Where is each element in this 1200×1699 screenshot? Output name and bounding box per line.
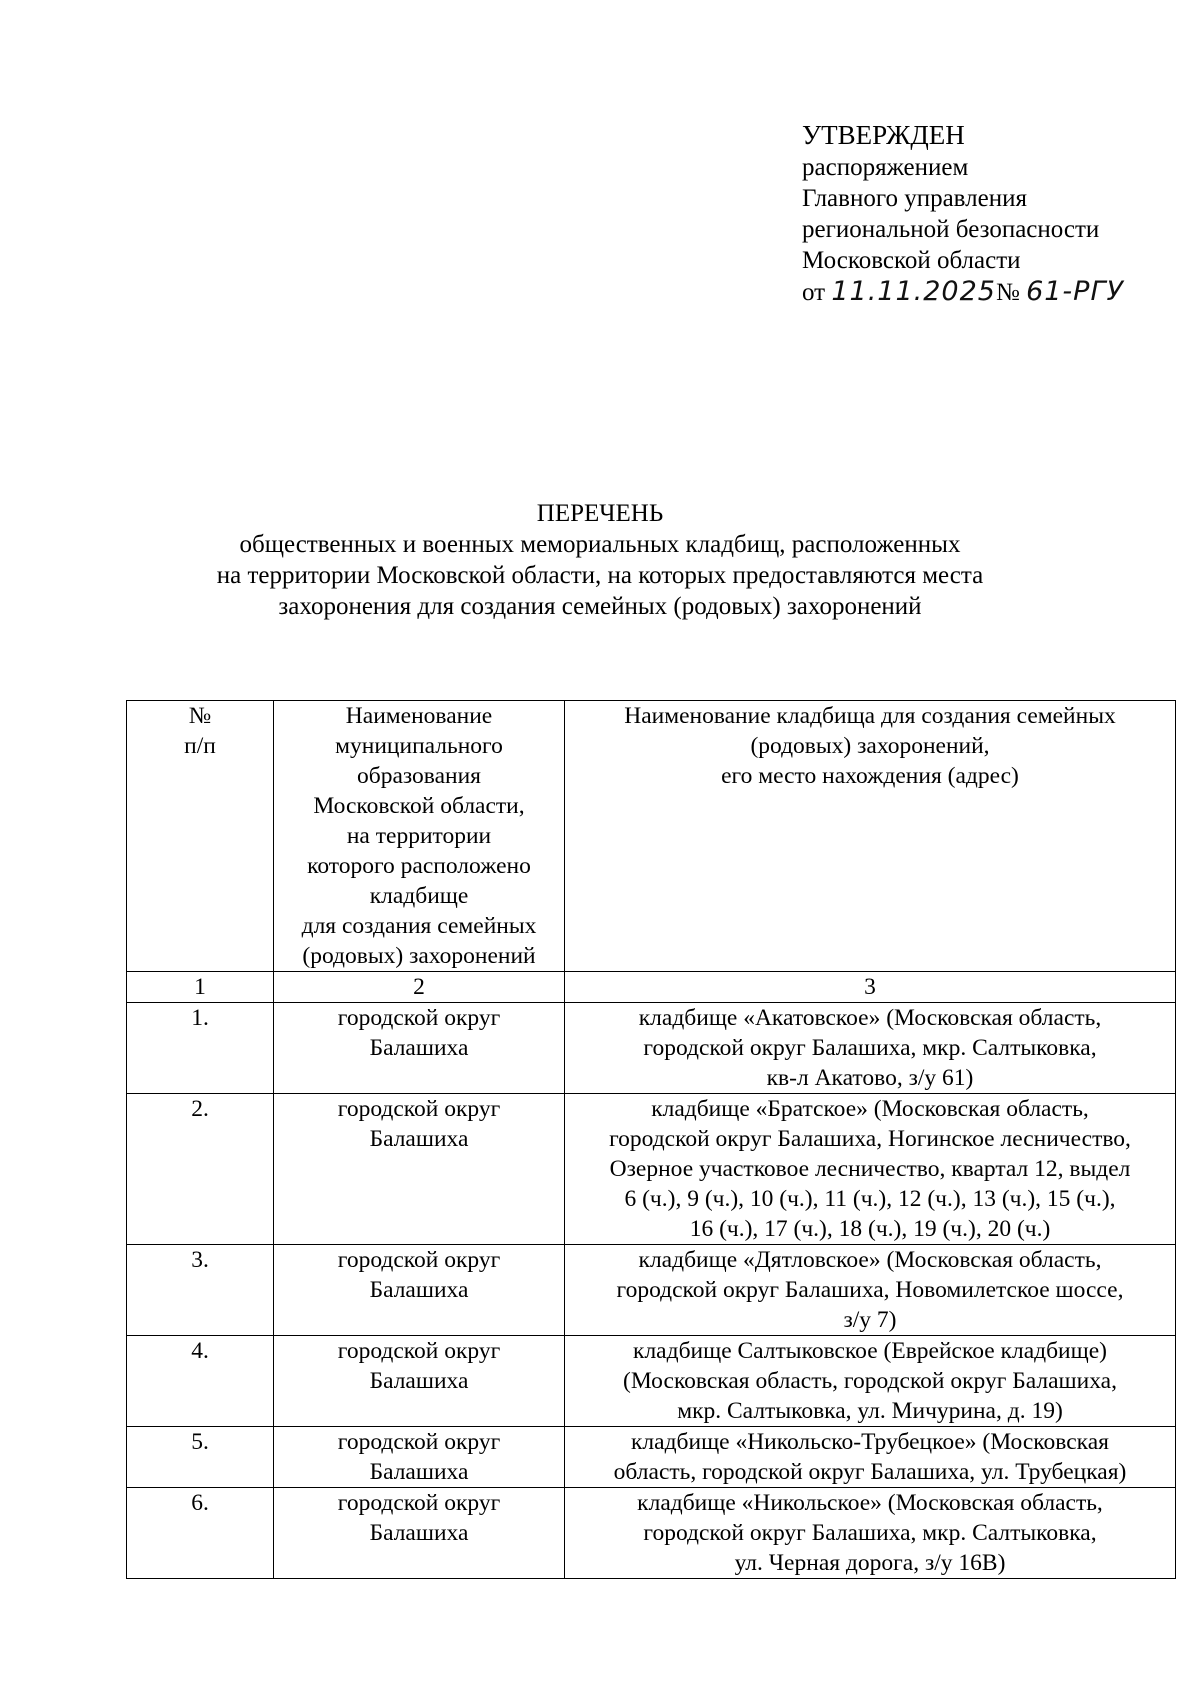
row-number: 2. bbox=[127, 1094, 274, 1245]
municipality-cell bbox=[274, 1245, 565, 1336]
cell-line: Балашиха bbox=[369, 1035, 469, 1061]
cell-line: городской округ Балашиха, Ногинское лесничество, bbox=[609, 1126, 1131, 1152]
cemetery-cell bbox=[565, 1336, 1176, 1427]
column-number-row bbox=[127, 972, 1176, 1003]
municipality-cell bbox=[274, 1094, 565, 1245]
cemetery-cell bbox=[565, 1427, 1176, 1488]
header-line: его место нахождения (адрес) bbox=[721, 763, 1019, 789]
title-line: общественных и военных мемориальных кладбищ, расположенных bbox=[239, 531, 961, 558]
municipality-cell bbox=[274, 1488, 565, 1579]
header-line: (родовых) захоронений bbox=[302, 943, 536, 969]
cell-line: городской округ bbox=[337, 1429, 501, 1455]
column-number: 2 bbox=[274, 972, 565, 1003]
table-row bbox=[127, 1245, 1176, 1336]
header-municipality bbox=[274, 701, 565, 972]
header-line: для создания семейных bbox=[301, 913, 537, 939]
header-line: муниципального bbox=[335, 733, 503, 759]
row-number: 4. bbox=[127, 1336, 274, 1427]
cemetery-cell bbox=[565, 1488, 1176, 1579]
table-row bbox=[127, 1336, 1176, 1427]
column-number: 3 bbox=[565, 972, 1176, 1003]
cell-line: (Московская область, городской округ Балашиха, bbox=[623, 1368, 1117, 1394]
cell-line: Балашиха bbox=[369, 1459, 469, 1485]
cell-line: городской округ bbox=[337, 1490, 501, 1516]
municipality-cell bbox=[274, 1003, 565, 1094]
cell-line: кладбище «Братское» (Московская область, bbox=[651, 1096, 1089, 1122]
cell-line: городской округ bbox=[337, 1247, 501, 1273]
row-number: 5. bbox=[127, 1427, 274, 1488]
cell-line: ул. Черная дорога, з/у 16В) bbox=[734, 1550, 1006, 1576]
header-line: на территории bbox=[346, 823, 492, 849]
cell-line: городской округ Балашиха, Новомилетское шоссе, bbox=[616, 1277, 1124, 1303]
approval-line: Московской области bbox=[802, 247, 1021, 274]
date-prefix: от bbox=[802, 279, 826, 306]
cell-line: кв-л Акатово, з/у 61) bbox=[766, 1065, 974, 1091]
municipality-cell bbox=[274, 1427, 565, 1488]
cell-line: Балашиха bbox=[369, 1520, 469, 1546]
handwritten-number: 61-РГУ bbox=[1026, 276, 1124, 307]
row-number: 1. bbox=[127, 1003, 274, 1094]
cell-line: 16 (ч.), 17 (ч.), 18 (ч.), 19 (ч.), 20 (ч.) bbox=[689, 1216, 1051, 1242]
row-number: 3. bbox=[127, 1245, 274, 1336]
approval-block bbox=[802, 118, 1124, 308]
document-title bbox=[100, 498, 1100, 622]
header-number bbox=[127, 701, 274, 972]
row-number: 6. bbox=[127, 1488, 274, 1579]
cell-line: область, городской округ Балашиха, ул. Трубецкая) bbox=[613, 1459, 1127, 1485]
header-line: (родовых) захоронений, bbox=[750, 733, 990, 759]
header-cemetery bbox=[565, 701, 1176, 972]
table-row bbox=[127, 1427, 1176, 1488]
cemetery-cell bbox=[565, 1003, 1176, 1094]
cell-line: з/у 7) bbox=[843, 1307, 897, 1333]
header-line: Наименование кладбища для создания семейных bbox=[624, 703, 1116, 729]
cell-line: городской округ bbox=[337, 1005, 501, 1031]
cell-line: Балашиха bbox=[369, 1368, 469, 1394]
title-line: захоронения для создания семейных (родовых) захоронений bbox=[278, 593, 922, 620]
approval-line: распоряжением bbox=[802, 154, 969, 181]
cell-line: 6 (ч.), 9 (ч.), 10 (ч.), 11 (ч.), 12 (ч.), 13 (ч.), 15 (ч.), bbox=[624, 1186, 1116, 1212]
column-number: 1 bbox=[127, 972, 274, 1003]
cell-line: городской округ bbox=[337, 1338, 501, 1364]
cell-line: кладбище «Акатовское» (Московская область, bbox=[638, 1005, 1102, 1031]
cell-line: городской округ Балашиха, мкр. Салтыковка, bbox=[643, 1035, 1097, 1061]
header-line: которого расположено bbox=[307, 853, 531, 879]
handwritten-date: 11.11.2025 bbox=[831, 276, 996, 307]
cell-line: кладбище «Никольско-Трубецкое» (Московская bbox=[631, 1429, 1109, 1455]
table-row bbox=[127, 1094, 1176, 1245]
cell-line: мкр. Салтыковка, ул. Мичурина, д. 19) bbox=[677, 1398, 1063, 1424]
approval-date-line bbox=[802, 276, 1124, 308]
cell-line: городской округ Балашиха, мкр. Салтыковка, bbox=[643, 1520, 1097, 1546]
header-line: кладбище bbox=[369, 883, 469, 909]
table-header-row bbox=[127, 701, 1176, 972]
cell-line: кладбище Салтыковское (Еврейское кладбище) bbox=[633, 1338, 1107, 1364]
title-line: на территории Московской области, на которых предоставляются места bbox=[216, 562, 984, 589]
header-line: Наименование bbox=[345, 703, 493, 729]
municipality-cell bbox=[274, 1336, 565, 1427]
cell-line: Балашиха bbox=[369, 1126, 469, 1152]
cell-line: Озерное участковое лесничество, квартал 12, выдел bbox=[609, 1156, 1131, 1182]
cemetery-cell bbox=[565, 1245, 1176, 1336]
cell-line: кладбище «Никольское» (Московская область, bbox=[637, 1490, 1103, 1516]
approval-line: Главного управления bbox=[802, 185, 1027, 212]
cell-line: городской округ bbox=[337, 1096, 501, 1122]
cemetery-cell bbox=[565, 1094, 1176, 1245]
table-row bbox=[127, 1003, 1176, 1094]
cemetery-table bbox=[126, 700, 1176, 1579]
table-row bbox=[127, 1488, 1176, 1579]
approval-line: региональной безопасности bbox=[802, 216, 1100, 243]
cell-line: Балашиха bbox=[369, 1277, 469, 1303]
cell-line: кладбище «Дятловское» (Московская область, bbox=[638, 1247, 1102, 1273]
header-line: Московской области, bbox=[313, 793, 525, 819]
header-line: п/п bbox=[184, 733, 216, 759]
header-line: образования bbox=[357, 763, 481, 789]
approval-title: УТВЕРЖДЕН bbox=[802, 120, 965, 150]
header-line: № bbox=[188, 703, 212, 729]
number-sign: № bbox=[995, 279, 1020, 306]
title-heading: ПЕРЕЧЕНЬ bbox=[536, 500, 664, 527]
